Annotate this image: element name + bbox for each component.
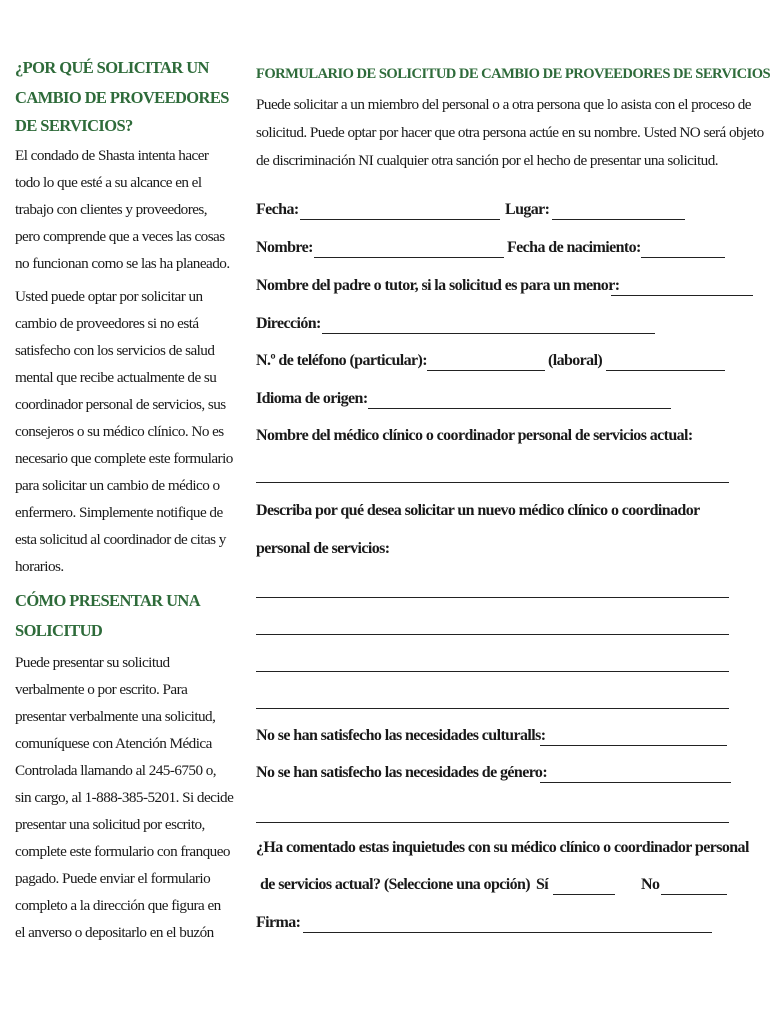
comentado-label-line: de servicios actual? (Seleccione una opción) xyxy=(260,876,531,893)
medico-actual-label: Nombre del médico clínico o coordinador personal de servicios actual: xyxy=(256,427,693,444)
how-paragraph-line: Controlada llamando al 245-6750 o, xyxy=(15,762,217,779)
fecha-label: Fecha: xyxy=(256,201,299,218)
telefono-particular-field[interactable] xyxy=(427,370,545,371)
padre-label: Nombre del padre o tutor, si la solicitud es para un menor: xyxy=(256,277,620,294)
nombre-label: Nombre: xyxy=(256,239,313,256)
telefono-label: N.º de teléfono (particular): xyxy=(256,352,427,369)
culturales-field[interactable] xyxy=(540,745,727,746)
firma-label: Firma: xyxy=(256,914,301,931)
si-label: Sí xyxy=(536,876,549,893)
describa-line[interactable] xyxy=(256,708,729,709)
how-paragraph-line: pagado. Puede enviar el formulario xyxy=(15,870,211,887)
option-paragraph-line: coordinador personal de servicios, sus xyxy=(15,396,226,413)
how-paragraph-line: complete este formulario con franqueo xyxy=(15,843,230,860)
how-paragraph-line: presentar una solicitud por escrito, xyxy=(15,816,205,833)
intro-paragraph-line: pero comprende que a veces las cosas xyxy=(15,228,225,245)
how-paragraph-line: presentar verbalmente una solicitud, xyxy=(15,708,216,725)
describa-line[interactable] xyxy=(256,671,729,672)
how-paragraph-line: sin cargo, al 1-888-385-5201. Si decide xyxy=(15,789,234,806)
no-label: No xyxy=(641,876,660,893)
intro-paragraph-line: El condado de Shasta intenta hacer xyxy=(15,147,209,164)
option-paragraph-line: esta solicitud al coordinador de citas y xyxy=(15,531,226,548)
how-paragraph-line: completo a la dirección que figura en xyxy=(15,897,221,914)
option-paragraph-line: mental que recibe actualmente de su xyxy=(15,369,217,386)
how-heading-line: SOLICITUD xyxy=(15,621,103,640)
form-intro-line: Puede solicitar a un miembro del personal o a otra persona que lo asista con el proceso de xyxy=(256,96,751,113)
fecha-nacimiento-field[interactable] xyxy=(641,257,725,258)
how-heading-line: CÓMO PRESENTAR UNA xyxy=(15,591,201,610)
lugar-field[interactable] xyxy=(552,219,685,220)
direccion-field[interactable] xyxy=(322,333,655,334)
option-paragraph-line: necesario que complete este formulario xyxy=(15,450,233,467)
intro-paragraph-line: no funcionan como se las ha planeado. xyxy=(15,255,230,272)
culturales-label: No se han satisfecho las necesidades culturalls: xyxy=(256,727,546,744)
medico-actual-field[interactable] xyxy=(256,482,729,483)
intro-paragraph-line: todo lo que esté a su alcance en el xyxy=(15,174,202,191)
padre-field[interactable] xyxy=(611,295,753,296)
option-paragraph-line: consejeros o su médico clínico. No es xyxy=(15,423,224,440)
form-intro-line: solicitud. Puede optar por hacer que otra persona actúe en su nombre. Usted NO será objeto xyxy=(256,124,764,141)
how-paragraph-line: comuníquese con Atención Médica xyxy=(15,735,212,752)
option-paragraph-line: para solicitar un cambio de médico o xyxy=(15,477,220,494)
si-option-field[interactable] xyxy=(553,894,615,895)
option-paragraph-line: horarios. xyxy=(15,558,64,575)
how-paragraph-line: Puede presentar su solicitud xyxy=(15,654,170,671)
firma-field[interactable] xyxy=(303,932,712,933)
genero-extra-line[interactable] xyxy=(256,822,729,823)
nombre-field[interactable] xyxy=(314,257,504,258)
option-paragraph-line: satisfecho con los servicios de salud xyxy=(15,342,215,359)
why-heading-line: ¿POR QUÉ SOLICITAR UN xyxy=(15,58,209,77)
fecha-field[interactable] xyxy=(300,219,500,220)
no-option-field[interactable] xyxy=(661,894,727,895)
option-paragraph-line: Usted puede optar por solicitar un xyxy=(15,288,203,305)
fecha-nacimiento-label: Fecha de nacimiento: xyxy=(507,239,641,256)
describa-line[interactable] xyxy=(256,597,729,598)
describa-label-line: personal de servicios: xyxy=(256,540,390,557)
laboral-label: (laboral) xyxy=(548,352,603,369)
comentado-label-line: ¿Ha comentado estas inquietudes con su médico clínico o coordinador personal xyxy=(256,839,749,856)
telefono-laboral-field[interactable] xyxy=(606,370,725,371)
idioma-field[interactable] xyxy=(368,408,671,409)
why-heading-line: CAMBIO DE PROVEEDORES xyxy=(15,88,229,107)
direccion-label: Dirección: xyxy=(256,315,321,332)
describa-label-line: Describa por qué desea solicitar un nuevo médico clínico o coordinador xyxy=(256,502,700,519)
option-paragraph-line: enfermero. Simplemente notifique de xyxy=(15,504,223,521)
form-intro-line: de discriminación NI cualquier otra sanción por el hecho de presentar una solicitud. xyxy=(256,152,718,169)
genero-label: No se han satisfecho las necesidades de género: xyxy=(256,764,548,781)
describa-line[interactable] xyxy=(256,634,729,635)
option-paragraph-line: cambio de proveedores si no está xyxy=(15,315,199,332)
why-heading-line: DE SERVICIOS? xyxy=(15,116,133,135)
how-paragraph-line: el anverso o depositarlo en el buzón xyxy=(15,924,214,941)
genero-field[interactable] xyxy=(540,782,731,783)
intro-paragraph-line: trabajo con clientes y proveedores, xyxy=(15,201,208,218)
form-title: FORMULARIO DE SOLICITUD DE CAMBIO DE PROVEEDORES DE SERVICIOS xyxy=(256,66,770,82)
lugar-label: Lugar: xyxy=(505,201,550,218)
how-paragraph-line: verbalmente o por escrito. Para xyxy=(15,681,188,698)
idioma-label: Idioma de origen: xyxy=(256,390,368,407)
